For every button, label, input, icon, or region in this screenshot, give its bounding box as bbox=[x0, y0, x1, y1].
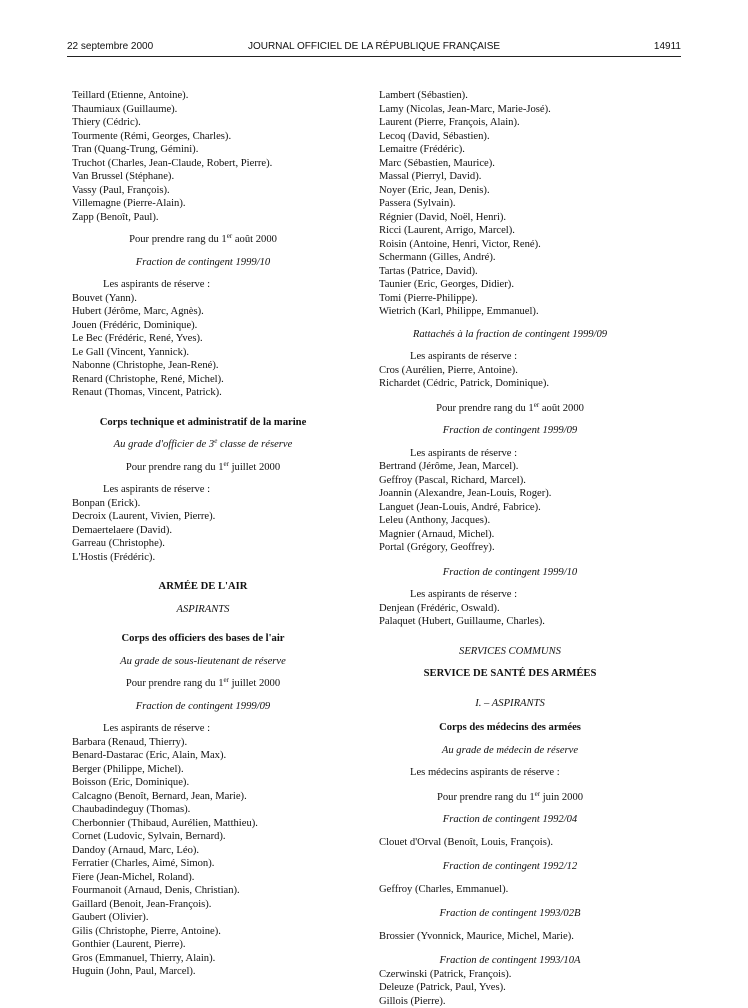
right-column bbox=[379, 89, 641, 1008]
list-item: Leleu (Anthony, Jacques). bbox=[379, 514, 641, 528]
list-item: Van Brussel (Stéphane). bbox=[72, 170, 334, 184]
grade-line: Au grade de médecin de réserve bbox=[379, 744, 641, 758]
list-item: Lambert (Sébastien). bbox=[379, 89, 641, 103]
list-item: Massal (Pierryl, David). bbox=[379, 170, 641, 184]
list-item: Lamy (Nicolas, Jean-Marc, Marie-José). bbox=[379, 103, 641, 117]
list-item: Gaillard (Benoit, Jean-François). bbox=[72, 898, 334, 912]
contingent-fraction: Fraction de contingent 1999/10 bbox=[72, 256, 334, 270]
ordinal-superscript: er bbox=[534, 401, 539, 409]
list-item: Clouet d'Orval (Benoît, Louis, François). bbox=[379, 836, 641, 850]
rank-date-text: Pour prendre rang du 1 bbox=[126, 462, 224, 473]
list-item: Dandoy (Arnaud, Marc, Léo). bbox=[72, 844, 334, 858]
page-number: 14911 bbox=[654, 41, 681, 52]
list-item: Tourmente (Rémi, Georges, Charles). bbox=[72, 130, 334, 144]
rank-date-line bbox=[379, 402, 641, 416]
rank-date-suffix: août 2000 bbox=[539, 403, 584, 414]
page-header bbox=[67, 41, 681, 55]
list-item: Fourmanoit (Arnaud, Denis, Christian). bbox=[72, 884, 334, 898]
rank-date-suffix: août 2000 bbox=[232, 234, 277, 245]
rank-date-line bbox=[72, 677, 334, 691]
list-item: Richardet (Cédric, Patrick, Dominique). bbox=[379, 377, 641, 391]
list-item: Cherbonnier (Thibaud, Aurélien, Matthieu). bbox=[72, 817, 334, 831]
list-item: Régnier (David, Noël, Henri). bbox=[379, 211, 641, 225]
name-list bbox=[72, 497, 334, 565]
rank-date-line bbox=[72, 233, 334, 247]
list-item: Benard-Dastarac (Eric, Alain, Max). bbox=[72, 749, 334, 763]
ordinal-superscript: er bbox=[535, 790, 540, 798]
list-item: Brossier (Yvonnick, Maurice, Michel, Marie). bbox=[379, 930, 641, 944]
list-item: Gaubert (Olivier). bbox=[72, 911, 334, 925]
contingent-fraction: Fraction de contingent 1992/12 bbox=[379, 860, 641, 874]
list-item: Denjean (Frédéric, Oswald). bbox=[379, 602, 641, 616]
corps-heading: Corps des officiers des bases de l'air bbox=[72, 632, 334, 646]
rank-date-text: Pour prendre rang du 1 bbox=[437, 792, 535, 803]
list-item: Languet (Jean-Louis, André, Fabrice). bbox=[379, 501, 641, 515]
corps-heading: Corps des médecins des armées bbox=[379, 721, 641, 735]
list-intro: Les médecins aspirants de réserve : bbox=[379, 766, 641, 780]
list-item: Boisson (Eric, Dominique). bbox=[72, 776, 334, 790]
list-item: Calcagno (Benoît, Bernard, Jean, Marie). bbox=[72, 790, 334, 804]
attachment-line: Rattachés à la fraction de contingent 1999/09 bbox=[379, 328, 641, 342]
contingent-fraction: Fraction de contingent 1992/04 bbox=[379, 813, 641, 827]
list-item: Gillois (Pierre). bbox=[379, 995, 641, 1008]
list-item: Truchot (Charles, Jean-Claude, Robert, Pierre). bbox=[72, 157, 334, 171]
list-item: Passera (Sylvain). bbox=[379, 197, 641, 211]
list-item: L'Hostis (Frédéric). bbox=[72, 551, 334, 565]
ordinal-superscript: er bbox=[227, 232, 232, 240]
subsection-heading: ASPIRANTS bbox=[72, 603, 334, 617]
rank-date-line bbox=[379, 791, 641, 805]
list-item: Villemagne (Pierre-Alain). bbox=[72, 197, 334, 211]
list-item: Lecoq (David, Sébastien). bbox=[379, 130, 641, 144]
list-item: Ricci (Laurent, Arrigo, Marcel). bbox=[379, 224, 641, 238]
journal-title: JOURNAL OFFICIEL DE LA RÉPUBLIQUE FRANÇAISE bbox=[67, 41, 681, 52]
left-column bbox=[72, 89, 334, 979]
list-intro: Les aspirants de réserve : bbox=[72, 278, 334, 292]
list-item: Tran (Quang-Trung, Gémini). bbox=[72, 143, 334, 157]
list-item: Cornet (Ludovic, Sylvain, Bernard). bbox=[72, 830, 334, 844]
name-list bbox=[72, 89, 334, 224]
name-list bbox=[379, 89, 641, 319]
list-item: Schermann (Gilles, André). bbox=[379, 251, 641, 265]
corps-heading: Corps technique et administratif de la marine bbox=[72, 416, 334, 430]
contingent-fraction: Fraction de contingent 1993/10A bbox=[379, 954, 641, 968]
service-heading: SERVICE DE SANTÉ DES ARMÉES bbox=[379, 667, 641, 681]
rank-date-text: Pour prendre rang du 1 bbox=[129, 234, 227, 245]
section-heading: SERVICES COMMUNS bbox=[379, 645, 641, 659]
list-item: Jouen (Frédéric, Dominique). bbox=[72, 319, 334, 333]
list-item: Demaertelaere (David). bbox=[72, 524, 334, 538]
rank-date-suffix: juillet 2000 bbox=[229, 678, 280, 689]
list-item: Portal (Grégory, Geoffrey). bbox=[379, 541, 641, 555]
list-intro: Les aspirants de réserve : bbox=[72, 483, 334, 497]
list-item: Ferratier (Charles, Aimé, Simon). bbox=[72, 857, 334, 871]
list-item: Fiere (Jean-Michel, Roland). bbox=[72, 871, 334, 885]
list-intro: Les aspirants de réserve : bbox=[379, 447, 641, 461]
list-item: Czerwinski (Patrick, François). bbox=[379, 968, 641, 982]
name-list bbox=[72, 736, 334, 979]
section-heading: ARMÉE DE L'AIR bbox=[72, 580, 334, 594]
ordinal-superscript: er bbox=[224, 460, 229, 468]
ordinal-superscript: er bbox=[224, 676, 229, 684]
list-item: Renaut (Thomas, Vincent, Patrick). bbox=[72, 386, 334, 400]
grade-line: Au grade de sous-lieutenant de réserve bbox=[72, 655, 334, 669]
subsection-heading: I. – ASPIRANTS bbox=[379, 697, 641, 711]
name-list bbox=[379, 968, 641, 1008]
list-item: Noyer (Eric, Jean, Denis). bbox=[379, 184, 641, 198]
list-item: Hubert (Jérôme, Marc, Agnès). bbox=[72, 305, 334, 319]
rank-date-text: Pour prendre rang du 1 bbox=[126, 678, 224, 689]
list-item: Thaumiaux (Guillaume). bbox=[72, 103, 334, 117]
list-item: Roisin (Antoine, Henri, Victor, René). bbox=[379, 238, 641, 252]
list-intro: Les aspirants de réserve : bbox=[72, 722, 334, 736]
list-item: Gros (Emmanuel, Thierry, Alain). bbox=[72, 952, 334, 966]
list-item: Tartas (Patrice, David). bbox=[379, 265, 641, 279]
rank-date-line bbox=[72, 461, 334, 475]
list-item: Lemaitre (Frédéric). bbox=[379, 143, 641, 157]
list-item: Marc (Sébastien, Maurice). bbox=[379, 157, 641, 171]
list-item: Vassy (Paul, François). bbox=[72, 184, 334, 198]
list-item: Geffroy (Charles, Emmanuel). bbox=[379, 883, 641, 897]
grade-text: Au grade d'officier de 3 bbox=[114, 439, 215, 450]
grade-line bbox=[72, 438, 334, 452]
grade-suffix: classe de réserve bbox=[217, 439, 292, 450]
name-list bbox=[72, 292, 334, 400]
contingent-fraction: Fraction de contingent 1999/10 bbox=[379, 566, 641, 580]
list-item: Cros (Aurélien, Pierre, Antoine). bbox=[379, 364, 641, 378]
list-item: Teillard (Etienne, Antoine). bbox=[72, 89, 334, 103]
list-item: Zapp (Benoît, Paul). bbox=[72, 211, 334, 225]
list-item: Nabonne (Christophe, Jean-René). bbox=[72, 359, 334, 373]
rank-date-suffix: juin 2000 bbox=[540, 792, 583, 803]
list-item: Thiery (Cédric). bbox=[72, 116, 334, 130]
list-intro: Les aspirants de réserve : bbox=[379, 588, 641, 602]
contingent-fraction: Fraction de contingent 1999/09 bbox=[72, 700, 334, 714]
list-item: Chaubadindeguy (Thomas). bbox=[72, 803, 334, 817]
list-item: Deleuze (Patrick, Paul, Yves). bbox=[379, 981, 641, 995]
name-list bbox=[379, 364, 641, 391]
list-item: Bouvet (Yann). bbox=[72, 292, 334, 306]
list-intro: Les aspirants de réserve : bbox=[379, 350, 641, 364]
list-item: Geffroy (Pascal, Richard, Marcel). bbox=[379, 474, 641, 488]
name-list bbox=[379, 460, 641, 555]
header-rule bbox=[67, 56, 681, 57]
list-item: Le Gall (Vincent, Yannick). bbox=[72, 346, 334, 360]
contingent-fraction: Fraction de contingent 1993/02B bbox=[379, 907, 641, 921]
list-item: Renard (Christophe, René, Michel). bbox=[72, 373, 334, 387]
list-item: Joannin (Alexandre, Jean-Louis, Roger). bbox=[379, 487, 641, 501]
list-item: Bonpan (Erick). bbox=[72, 497, 334, 511]
list-item: Bertrand (Jérôme, Jean, Marcel). bbox=[379, 460, 641, 474]
list-item: Wietrich (Karl, Philippe, Emmanuel). bbox=[379, 305, 641, 319]
rank-date-text: Pour prendre rang du 1 bbox=[436, 403, 534, 414]
list-item: Huguin (John, Paul, Marcel). bbox=[72, 965, 334, 979]
list-item: Laurent (Pierre, François, Alain). bbox=[379, 116, 641, 130]
rank-date-suffix: juillet 2000 bbox=[229, 462, 280, 473]
list-item: Magnier (Arnaud, Michel). bbox=[379, 528, 641, 542]
ordinal-superscript: e bbox=[214, 437, 217, 445]
list-item: Gilis (Christophe, Pierre, Antoine). bbox=[72, 925, 334, 939]
publication-date: 22 septembre 2000 bbox=[67, 41, 153, 52]
list-item: Decroix (Laurent, Vivien, Pierre). bbox=[72, 510, 334, 524]
list-item: Le Bec (Frédéric, René, Yves). bbox=[72, 332, 334, 346]
list-item: Tomi (Pierre-Philippe). bbox=[379, 292, 641, 306]
list-item: Garreau (Christophe). bbox=[72, 537, 334, 551]
name-list bbox=[379, 602, 641, 629]
list-item: Berger (Philippe, Michel). bbox=[72, 763, 334, 777]
contingent-fraction: Fraction de contingent 1999/09 bbox=[379, 424, 641, 438]
list-item: Barbara (Renaud, Thierry). bbox=[72, 736, 334, 750]
list-item: Palaquet (Hubert, Guillaume, Charles). bbox=[379, 615, 641, 629]
list-item: Taunier (Eric, Georges, Didier). bbox=[379, 278, 641, 292]
list-item: Gonthier (Laurent, Pierre). bbox=[72, 938, 334, 952]
